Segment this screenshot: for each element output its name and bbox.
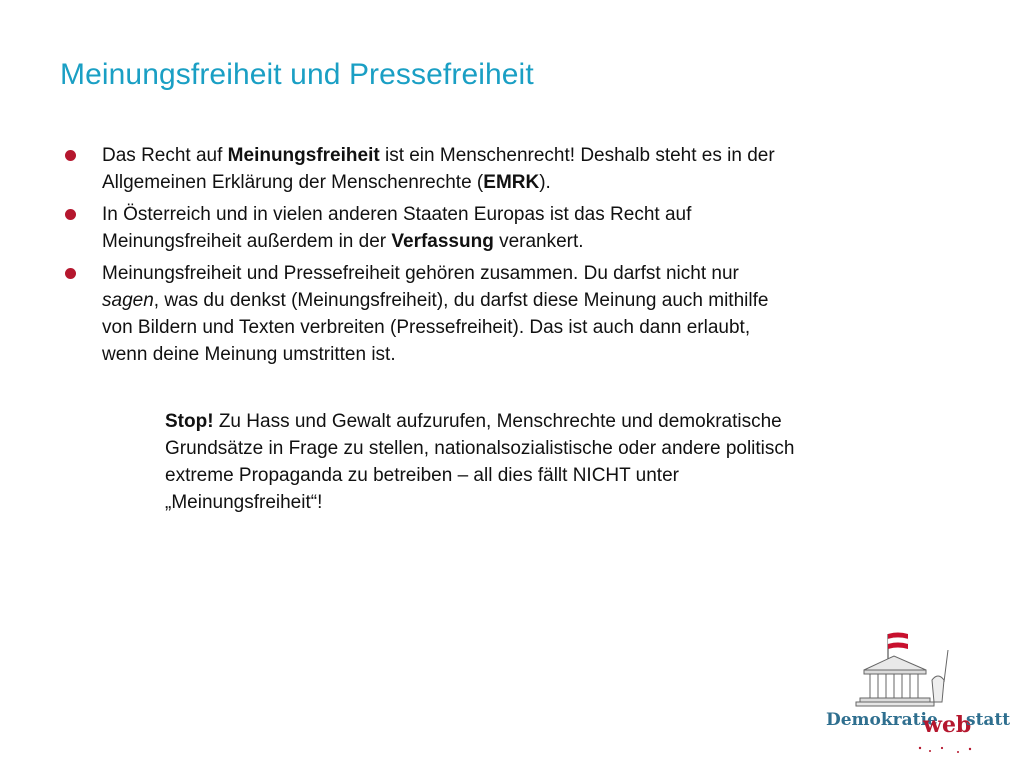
text-line bbox=[102, 287, 960, 314]
text-run: Meinungsfreiheit und Pressefreiheit gehören zusammen. Du darfst nicht nur bbox=[102, 263, 739, 284]
bullet-dot-icon bbox=[65, 150, 76, 161]
text-run: wenn deine Meinung umstritten ist. bbox=[102, 344, 396, 365]
bullet-item bbox=[0, 142, 960, 196]
text-run: ist ein Menschenrecht! Deshalb steht es in der bbox=[379, 145, 775, 166]
text-run: Grundsätze in Frage zu stellen, nationalsozialistische oder andere politisch bbox=[165, 438, 795, 459]
slide-title: Meinungsfreiheit und Pressefreiheit bbox=[60, 58, 534, 91]
decorative-dots bbox=[919, 747, 971, 753]
bullet-dot-icon bbox=[65, 209, 76, 220]
text-line bbox=[165, 408, 945, 435]
text-run: ). bbox=[539, 172, 551, 193]
austrian-flag-icon bbox=[888, 633, 908, 650]
text-line bbox=[165, 435, 945, 462]
text-run: Zu Hass und Gewalt aufzurufen, Menschrechte und demokratische bbox=[213, 411, 782, 432]
bullet-dot-icon bbox=[65, 268, 76, 279]
text-line bbox=[102, 314, 960, 341]
text-run: von Bildern und Texten verbreiten (Pressefreiheit). Das ist auch dann erlaubt, bbox=[102, 317, 751, 338]
italic-text: sagen bbox=[102, 290, 154, 311]
bullet-list bbox=[0, 142, 960, 373]
text-run: In Österreich und in vielen anderen Staaten Europas ist das Recht auf bbox=[102, 204, 692, 225]
bullet-item bbox=[0, 260, 960, 368]
logo-word-web: web bbox=[923, 712, 972, 738]
text-line bbox=[102, 260, 960, 287]
text-run: Meinungsfreiheit außerdem in der bbox=[102, 231, 392, 252]
bold-text: Stop! bbox=[165, 411, 214, 432]
text-line bbox=[165, 462, 945, 489]
bold-text: EMRK bbox=[483, 172, 540, 193]
text-line bbox=[102, 201, 960, 228]
text-run: „Meinungsfreiheit“! bbox=[165, 492, 323, 513]
logo-word-left: Demokratie bbox=[826, 710, 938, 730]
text-line bbox=[102, 169, 960, 196]
text-line bbox=[165, 489, 945, 516]
text-run: extreme Propaganda zu betreiben – all dies fällt NICHT unter bbox=[165, 465, 679, 486]
text-line bbox=[102, 228, 960, 255]
parliament-building-icon bbox=[856, 650, 948, 706]
bold-text: Verfassung bbox=[391, 231, 494, 252]
text-line bbox=[102, 142, 960, 169]
stop-note bbox=[165, 408, 945, 516]
text-run: Allgemeinen Erklärung der Menschenrechte ( bbox=[102, 172, 484, 193]
text-run: verankert. bbox=[493, 231, 584, 252]
demokratiewebstatt-logo bbox=[820, 630, 1010, 760]
text-run: , was du denkst (Meinungsfreiheit), du darfst diese Meinung auch mithilfe bbox=[153, 290, 769, 311]
bullet-item bbox=[0, 201, 960, 255]
text-line bbox=[102, 341, 960, 368]
logo-word-right: statt bbox=[966, 710, 1010, 730]
text-run: Das Recht auf bbox=[102, 145, 228, 166]
bold-text: Meinungsfreiheit bbox=[227, 145, 380, 166]
